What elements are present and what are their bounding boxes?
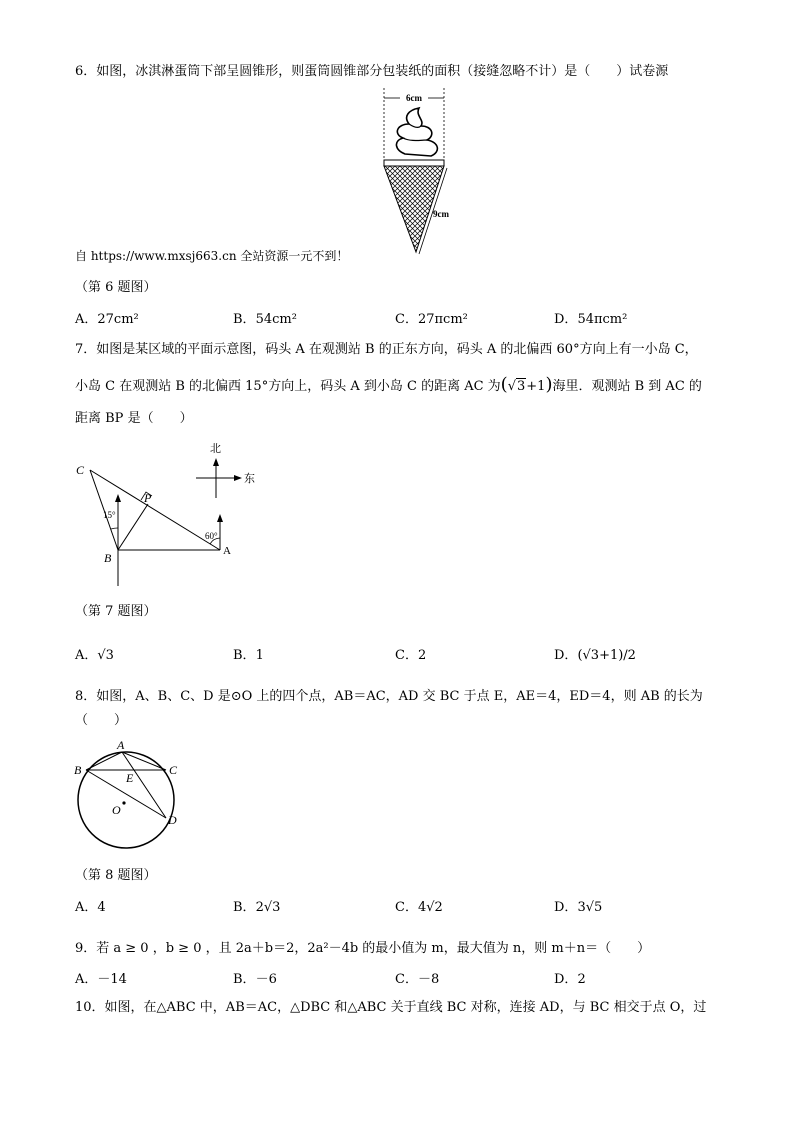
q9-option-c: C．－8 xyxy=(395,972,440,987)
label-a: A xyxy=(117,738,125,752)
q6-caption: （第 6 题图） xyxy=(75,280,157,295)
label-o: O xyxy=(112,803,121,817)
angle-15: 15° xyxy=(103,510,116,520)
label-d: D xyxy=(168,813,177,827)
q8-line2: （ ） xyxy=(75,713,128,728)
label-c: C xyxy=(76,463,85,477)
q8-option-b: B．2√3 xyxy=(233,900,281,915)
q6-option-a: A．27cm² xyxy=(75,312,139,327)
angle-60: 60° xyxy=(205,531,218,541)
q8-caption: （第 8 题图） xyxy=(75,868,157,883)
east-label: 东 xyxy=(244,472,255,485)
q7-line3: 距离 BP 是（ ） xyxy=(75,411,193,426)
q6-option-c: C．27πcm² xyxy=(395,312,468,327)
q10-stem: 10．如图，在△ABC 中，AB＝AC，△DBC 和△ABC 关于直线 BC 对称，连接 AD，与 BC 相交于点 O，过 xyxy=(75,1000,707,1015)
q8-option-d: D．3√5 xyxy=(554,900,603,915)
q9-option-b: B．－6 xyxy=(233,972,277,987)
ice-cream-figure xyxy=(375,86,465,258)
q7-figure xyxy=(72,440,262,588)
q7-option-a: A．√3 xyxy=(75,648,114,663)
label-b: B xyxy=(104,551,112,565)
q7-option-d: D．(√3+1)/2 xyxy=(554,648,636,663)
q6-option-d: D．54πcm² xyxy=(554,312,628,327)
watermark-text: 自 https://www.mxsj663.cn 全站资源一元不到！ xyxy=(75,249,349,263)
label-a: A xyxy=(223,545,231,557)
q7-option-c: C．2 xyxy=(395,648,427,663)
q7-line1: 7．如图是某区域的平面示意图，码头 A 在观测站 B 的正东方向，码头 A 的北偏西 60°方向上有一小岛 C， xyxy=(75,342,698,357)
q9-option-d: D．2 xyxy=(554,972,586,987)
q9-option-a: A．－14 xyxy=(75,972,127,987)
q6-option-b: B．54cm² xyxy=(233,312,297,327)
q8-line1: 8．如图，A、B、C、D 是⊙O 上的四个点，AB＝AC，AD 交 BC 于点 E，AE＝4，ED＝4，则 AB 的长为 xyxy=(75,689,703,704)
label-e: E xyxy=(126,771,134,785)
dim-6cm: 6cm xyxy=(406,93,422,103)
label-b: B xyxy=(74,763,82,777)
north-label: 北 xyxy=(210,442,221,455)
dim-9cm: 9cm xyxy=(433,209,449,219)
q8-circle-figure xyxy=(70,736,185,854)
q8-option-a: A．4 xyxy=(75,900,106,915)
q7-option-b: B．1 xyxy=(233,648,264,663)
q6-stem: 6．如图，冰淇淋蛋筒下部呈圆锥形，则蛋筒圆锥部分包装纸的面积（接缝忽略不计）是（ ）试卷源 xyxy=(75,64,669,79)
q7-caption: （第 7 题图） xyxy=(75,604,157,619)
q8-option-c: C．4√2 xyxy=(395,900,443,915)
q9-stem: 9．若 a ≥ 0 ，b ≥ 0 ，且 2a＋b＝2，2a²－4b 的最小值为 m，最大值为 n，则 m＋n＝（ ） xyxy=(75,941,651,956)
label-p: P xyxy=(144,491,152,505)
q7-line2: 小岛 C 在观测站 B 的北偏西 15°方向上，码头 A 到小岛 C 的距离 AC 为(√3+1)海里．观测站 B 到 AC 的 xyxy=(75,374,702,395)
label-c: C xyxy=(169,763,178,777)
